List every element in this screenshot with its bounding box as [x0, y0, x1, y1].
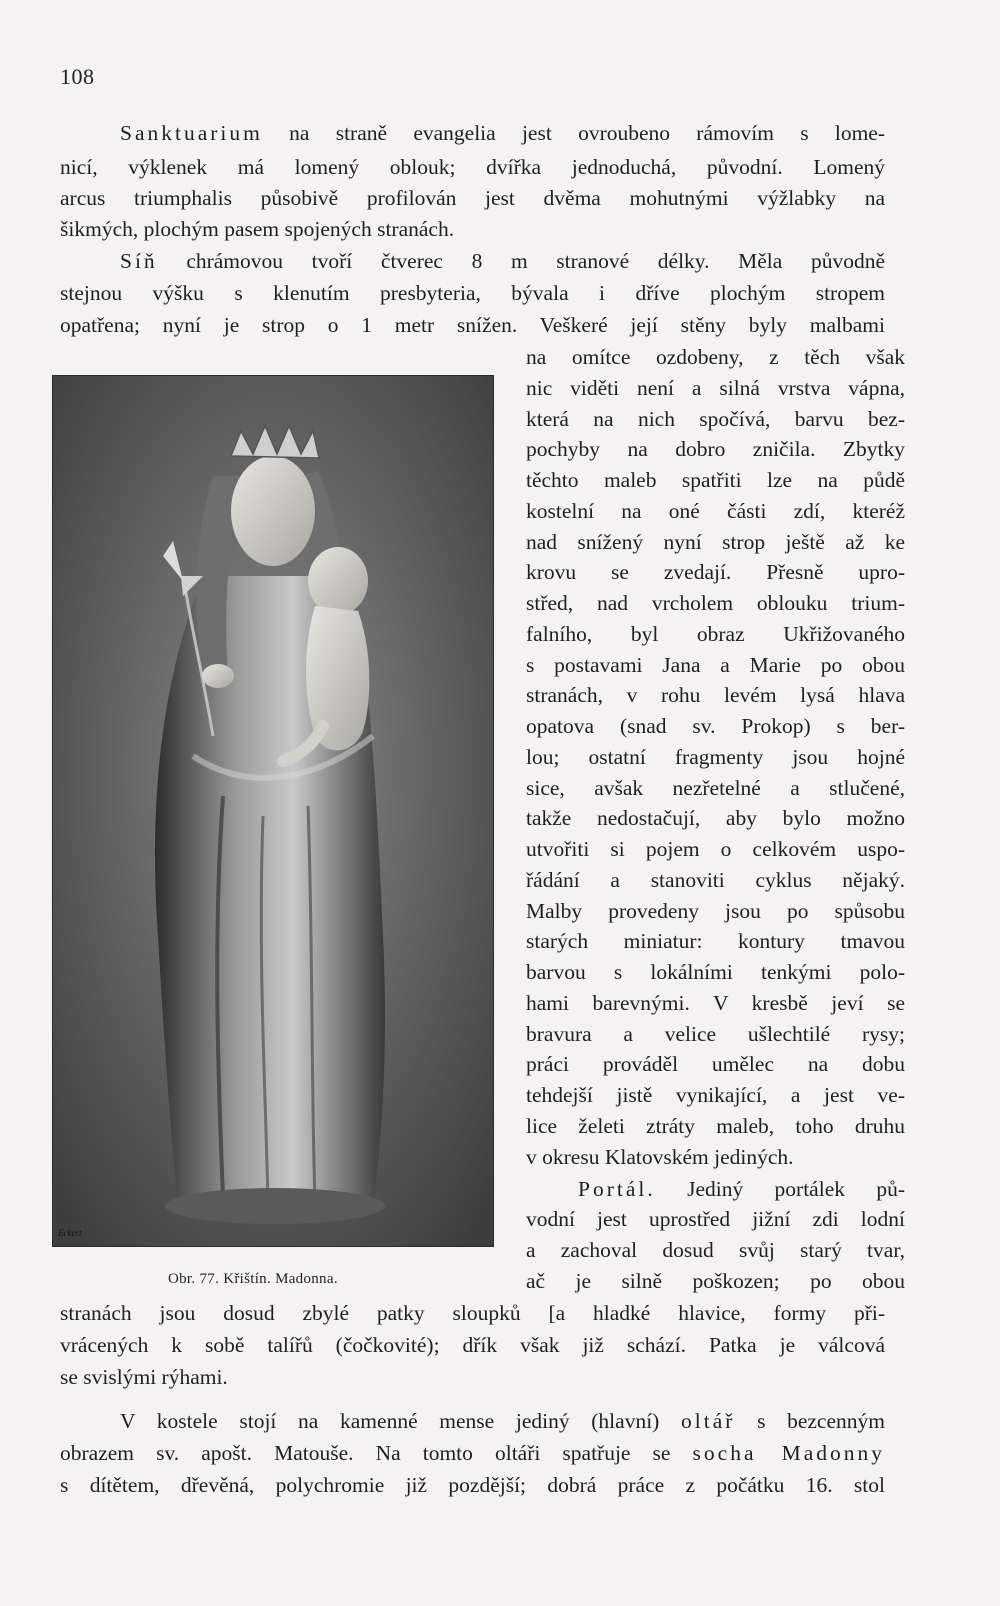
- text-line: řádání a stanoviti cyklus nějaký.: [526, 867, 905, 892]
- text-line: lou; ostatní fragmenty jsou hojné: [526, 744, 905, 769]
- text-line: na omítce ozdobeny, z těch však: [526, 345, 905, 369]
- text-line: tehdejší jistě vynikající, a jest ve-: [526, 1083, 905, 1107]
- text-line: arcus triumphalis působivě profilován jest dvěma mohutnými výžlabky na: [60, 186, 885, 210]
- text-line: opatova (snad sv. Prokop) s ber-: [526, 714, 905, 738]
- text-line: [60, 118, 885, 148]
- page-number: 108: [60, 64, 95, 89]
- text-line: opatřena; nyní je strop o 1 metr snížen. Veškeré její stěny byly malbami: [60, 313, 885, 337]
- term-sin: Síň: [120, 249, 158, 273]
- text-line: starých miniatur: kontury tmavou: [526, 929, 905, 954]
- text-line: s dítětem, dřevěná, polychromie již pozdější; dobrá práce z počátku 16. stol: [60, 1473, 885, 1497]
- madonna-statue-illustration: [53, 376, 493, 1246]
- figure-caption: Obr. 77. Křištín. Madonna.: [168, 1271, 338, 1287]
- term-portal: Portál.: [578, 1177, 656, 1201]
- text-line: [60, 246, 885, 276]
- text-fragment: Jediný portálek pů-: [655, 1177, 905, 1201]
- text-line: vrácených k sobě talířů (čočkovité); dřík však již schází. Patka je válcová: [60, 1333, 885, 1357]
- text-line: krovu se zvedají. Přesně upro-: [526, 560, 905, 585]
- text-line: pochyby na dobro zničila. Zbytky: [526, 437, 905, 462]
- text-line: sice, avšak nezřetelné a stlučené,: [526, 775, 905, 800]
- text-line: [60, 1406, 885, 1436]
- text-line: stranách, v rohu levém lysá hlava: [526, 683, 905, 708]
- text-line: která na nich spočívá, barvu bez-: [526, 406, 905, 431]
- text-fragment: V kostele stojí na kamenné mense jediný (hlavní): [120, 1409, 681, 1433]
- text-line: lice želeti ztráty maleb, toho druhu: [526, 1113, 905, 1138]
- text-line: nad snížený nyní strop ještě až ke: [526, 529, 905, 554]
- text-line: v okresu Klatovském jediných.: [526, 1144, 794, 1169]
- text-line: bravura a velice ušlechtilé rysy;: [526, 1021, 905, 1046]
- text-line: utvořiti si pojem o celkovém uspo-: [526, 837, 905, 861]
- text-fragment: na straně evangelia jest ovroubeno rámovím s lome-: [262, 121, 885, 145]
- madonna-photograph: [52, 375, 494, 1247]
- text-line: barvou s lokálními tenkými polo-: [526, 960, 905, 984]
- text-line: hami barevnými. V kresbě jeví se: [526, 990, 905, 1015]
- text-line: těchto maleb spatřiti lze na půdě: [526, 468, 905, 492]
- text-line: s postavami Jana a Marie po obou: [526, 652, 905, 677]
- text-line: [60, 1438, 885, 1468]
- text-line: nicí, výklenek má lomený oblouk; dvířka jednoduchá, původní. Lomený: [60, 155, 885, 179]
- text-line: kostelní na oné části zdí, kteréž: [526, 498, 905, 523]
- term-socha-madonny: socha Madonny: [692, 1441, 885, 1465]
- text-line: Malby provedeny jsou po spůsobu: [526, 898, 905, 923]
- text-fragment: chrámovou tvoří čtverec 8 m stranové délky. Měla původně: [157, 249, 885, 273]
- text-fragment: obrazem sv. apošt. Matouše. Na tomto oltáři spatřuje se: [60, 1441, 693, 1465]
- text-line: práci prováděl umělec na dobu: [526, 1052, 905, 1077]
- text-line: falního, byl obraz Ukřižovaného: [526, 621, 905, 646]
- text-line: stejnou výšku s klenutím presbyteria, bývala i dříve plochým stropem: [60, 281, 885, 305]
- text-line: střed, nad vrcholem oblouku trium-: [526, 591, 905, 615]
- text-line: a zachoval dosud svůj starý tvar,: [526, 1238, 905, 1262]
- term-oltar: oltář: [681, 1409, 736, 1433]
- text-line: se svislými rýhami.: [60, 1365, 228, 1389]
- text-line: nic viděti není a silná vrstva vápna,: [526, 375, 905, 400]
- text-line: ač je silně poškozen; po obou: [526, 1269, 905, 1293]
- text-line: vodní jest uprostřed jižní zdi lodní: [526, 1207, 905, 1231]
- text-line: [526, 1174, 905, 1204]
- photographer-signature: Eckert: [58, 1228, 82, 1238]
- term-sanktuarium: Sanktuarium: [120, 121, 263, 145]
- text-fragment: s bezcenným: [735, 1409, 885, 1433]
- text-line: takže nedostačují, aby bylo možno: [526, 806, 905, 831]
- text-line: šikmých, plochým pasem spojených stranách.: [60, 217, 455, 241]
- text-line: stranách jsou dosud zbylé patky sloupků [a hladké hlavice, formy při-: [60, 1301, 885, 1325]
